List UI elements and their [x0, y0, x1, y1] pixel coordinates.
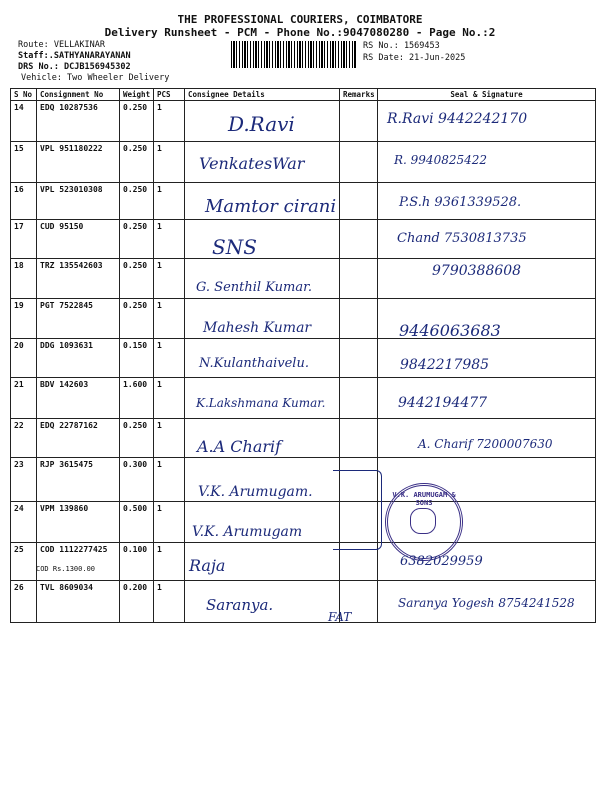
row-pcs-text: 1 [157, 380, 162, 389]
consignment-number-text: BDV 142603 [40, 380, 89, 389]
row-pcs-text: 1 [157, 341, 162, 350]
row-pcs [154, 259, 185, 299]
cod-amount: COD Rs.1300.00 [36, 565, 96, 573]
row-pcs-text: 1 [157, 583, 162, 592]
row-sno [11, 419, 37, 458]
consignee-signature: Mamtor cirani [205, 196, 337, 217]
receiver-signature: P.S.h 9361339528. [399, 195, 522, 210]
consignment-number-text: TRZ 135542603 [40, 261, 103, 270]
vehicle-label: Vehicle: Two Wheeler Delivery [21, 73, 170, 83]
consignment-number-text: VPL 523010308 [40, 185, 103, 194]
remarks-cell [340, 259, 378, 299]
consignment-number [37, 458, 120, 502]
rs-date: RS Date: 21-Jun-2025 [363, 53, 466, 63]
row-sno-text: 16 [14, 185, 24, 194]
row-weight-text: 0.250 [123, 144, 148, 153]
row-pcs-text: 1 [157, 421, 162, 430]
row-pcs-text: 1 [157, 222, 162, 231]
consignment-number [37, 339, 120, 378]
consignment-number [37, 299, 120, 339]
row-sno-text: 14 [14, 103, 24, 112]
row-sno [11, 378, 37, 419]
row-sno [11, 299, 37, 339]
row-sno-text: 15 [14, 144, 24, 153]
row-weight [120, 502, 154, 543]
row-pcs [154, 419, 185, 458]
receiver-signature: Saranya Yogesh 8754241528 [398, 596, 575, 610]
row-sno-text: 26 [14, 583, 24, 592]
remarks-cell [340, 220, 378, 259]
consignment-number [37, 378, 120, 419]
consignee-cell [185, 220, 340, 259]
consignment-number-text: RJP 3615475 [40, 460, 93, 469]
row-weight-text: 0.100 [123, 545, 148, 554]
row-weight [120, 183, 154, 220]
row-weight-text: 0.250 [123, 103, 148, 112]
consignee-signature: V.K. Arumugam [192, 524, 303, 540]
row-pcs-text: 1 [157, 261, 162, 270]
row-weight [120, 458, 154, 502]
runsheet-subtitle: Delivery Runsheet - PCM - Phone No.:9047080280 - Page No.:2 [104, 26, 496, 39]
row-sno-text: 19 [14, 301, 24, 310]
runsheet-title: THE PROFESSIONAL COURIERS, COIMBATORE [177, 13, 423, 26]
row-weight-text: 0.250 [123, 261, 148, 270]
row-weight [120, 299, 154, 339]
row-weight [120, 339, 154, 378]
row-sno-text: 23 [14, 460, 24, 469]
row-pcs [154, 458, 185, 502]
route-label: Route: VELLAKINAR [18, 40, 105, 50]
remarks-cell [340, 183, 378, 220]
consignment-number [37, 419, 120, 458]
row-weight-text: 0.250 [123, 222, 148, 231]
row-sno-text: 18 [14, 261, 24, 270]
consignment-number [37, 220, 120, 259]
row-sno-text: 24 [14, 504, 24, 513]
consignment-number-text: TVL 8609034 [40, 583, 93, 592]
row-weight [120, 220, 154, 259]
remarks-cell [340, 299, 378, 339]
receiver-signature: 9446063683 [399, 321, 501, 340]
consignee-signature: Mahesh Kumar [203, 320, 312, 336]
consignment-number [37, 543, 120, 581]
row-pcs-text: 1 [157, 185, 162, 194]
row-pcs [154, 378, 185, 419]
consignee-signature: Saranya. [206, 596, 274, 614]
table-row [11, 502, 596, 543]
row-pcs-text: 1 [157, 460, 162, 469]
consignment-number-text: EDQ 22787162 [40, 421, 98, 430]
table-header-row [11, 89, 596, 101]
row-sno [11, 220, 37, 259]
row-weight [120, 543, 154, 581]
consignment-number [37, 502, 120, 543]
drs-number: DRS No.: DCJB156945302 [18, 62, 131, 72]
row-weight-text: 0.150 [123, 341, 148, 350]
col-weight: Weight [120, 89, 154, 101]
consignment-number [37, 259, 120, 299]
row-pcs-text: 1 [157, 103, 162, 112]
rs-number: RS No.: 1569453 [363, 41, 440, 51]
row-pcs [154, 543, 185, 581]
remarks-cell [340, 142, 378, 183]
remarks-cell [340, 378, 378, 419]
col-consignee: Consignee Details [185, 89, 340, 101]
consignment-number-text: EDQ 10287536 [40, 103, 98, 112]
company-seal [385, 483, 463, 561]
row-sno-text: 21 [14, 380, 24, 389]
row-pcs [154, 339, 185, 378]
row-pcs-text: 1 [157, 144, 162, 153]
remarks-cell [340, 419, 378, 458]
row-weight-text: 0.250 [123, 185, 148, 194]
remarks-cell [340, 339, 378, 378]
row-sno [11, 502, 37, 543]
row-sno [11, 339, 37, 378]
row-pcs [154, 220, 185, 259]
consignment-number-text: COD 1112277425 [40, 545, 108, 554]
row-sno [11, 543, 37, 581]
consignment-number-text: VPM 139860 [40, 504, 89, 513]
seal-emblem-icon [410, 508, 436, 534]
consignee-signature: A.A Charif [197, 437, 282, 456]
remarks-cell [340, 101, 378, 142]
row-pcs-text: 1 [157, 504, 162, 513]
consignment-number [37, 581, 120, 623]
row-sno [11, 581, 37, 623]
row-weight [120, 259, 154, 299]
consignee-signature: D.Ravi [228, 112, 295, 136]
col-remarks: Remarks [340, 89, 378, 101]
row-pcs-text: 1 [157, 545, 162, 554]
row-sno [11, 142, 37, 183]
staff-label: Staff:.SATHYANARAYANAN [18, 51, 131, 61]
col-seal: Seal & Signature [378, 89, 596, 101]
col-pcs: PCS [154, 89, 185, 101]
consignee-signature: K.Lakshmana Kumar. [196, 396, 326, 410]
receiver-signature: R.Ravi 9442242170 [387, 111, 528, 127]
row-sno-text: 20 [14, 341, 24, 350]
receiver-signature: 9842217985 [400, 357, 490, 373]
seal-text: V.K. ARUMUGAM & SONS [392, 491, 456, 507]
receiver-signature: A. Charif 7200007630 [418, 437, 553, 451]
row-weight-text: 1.600 [123, 380, 148, 389]
consignee-signature: SNS [212, 235, 257, 259]
row-sno [11, 183, 37, 220]
row-weight [120, 419, 154, 458]
row-weight-text: 0.500 [123, 504, 148, 513]
row-weight-text: 0.250 [123, 301, 148, 310]
row-sno-text: 22 [14, 421, 24, 430]
row-weight [120, 581, 154, 623]
receiver-signature: 6382029959 [400, 554, 483, 569]
row-weight-text: 0.200 [123, 583, 148, 592]
consignment-number [37, 142, 120, 183]
row-weight-text: 0.300 [123, 460, 148, 469]
row-weight [120, 378, 154, 419]
row-pcs [154, 299, 185, 339]
row-weight-text: 0.250 [123, 421, 148, 430]
consignee-signature: V.K. Arumugam. [198, 484, 313, 500]
consignment-number [37, 183, 120, 220]
col-consignment: Consignment No [37, 89, 120, 101]
row-sno [11, 458, 37, 502]
row-pcs [154, 142, 185, 183]
consignment-number-text: CUD 95150 [40, 222, 84, 231]
row-pcs [154, 502, 185, 543]
consignment-number [37, 101, 120, 142]
consignee-signature: VenkatesWar [199, 154, 305, 173]
consignee-signature: N.Kulanthaivelu. [199, 356, 309, 371]
barcode [231, 41, 357, 68]
consignment-number-text: PGT 7522845 [40, 301, 93, 310]
row-pcs-text: 1 [157, 301, 162, 310]
row-pcs [154, 183, 185, 220]
consignee-signature: Raja [189, 556, 226, 575]
row-sno-text: 25 [14, 545, 24, 554]
col-sno: S No [11, 89, 37, 101]
receiver-signature: 9442194477 [398, 395, 488, 411]
consignment-number-text: DDG 1093631 [40, 341, 93, 350]
row-pcs [154, 101, 185, 142]
row-weight [120, 101, 154, 142]
row-sno-text: 17 [14, 222, 24, 231]
receiver-signature: R. 9940825422 [394, 153, 488, 167]
handwritten-bracket [333, 470, 382, 550]
remark-note: FAT [328, 610, 352, 624]
row-weight [120, 142, 154, 183]
receiver-signature: Chand 7530813735 [397, 231, 527, 246]
row-sno [11, 101, 37, 142]
consignment-number-text: VPL 951180222 [40, 144, 103, 153]
row-sno [11, 259, 37, 299]
consignee-signature: G. Senthil Kumar. [196, 280, 312, 295]
row-pcs [154, 581, 185, 623]
receiver-signature: 9790388608 [432, 263, 522, 279]
